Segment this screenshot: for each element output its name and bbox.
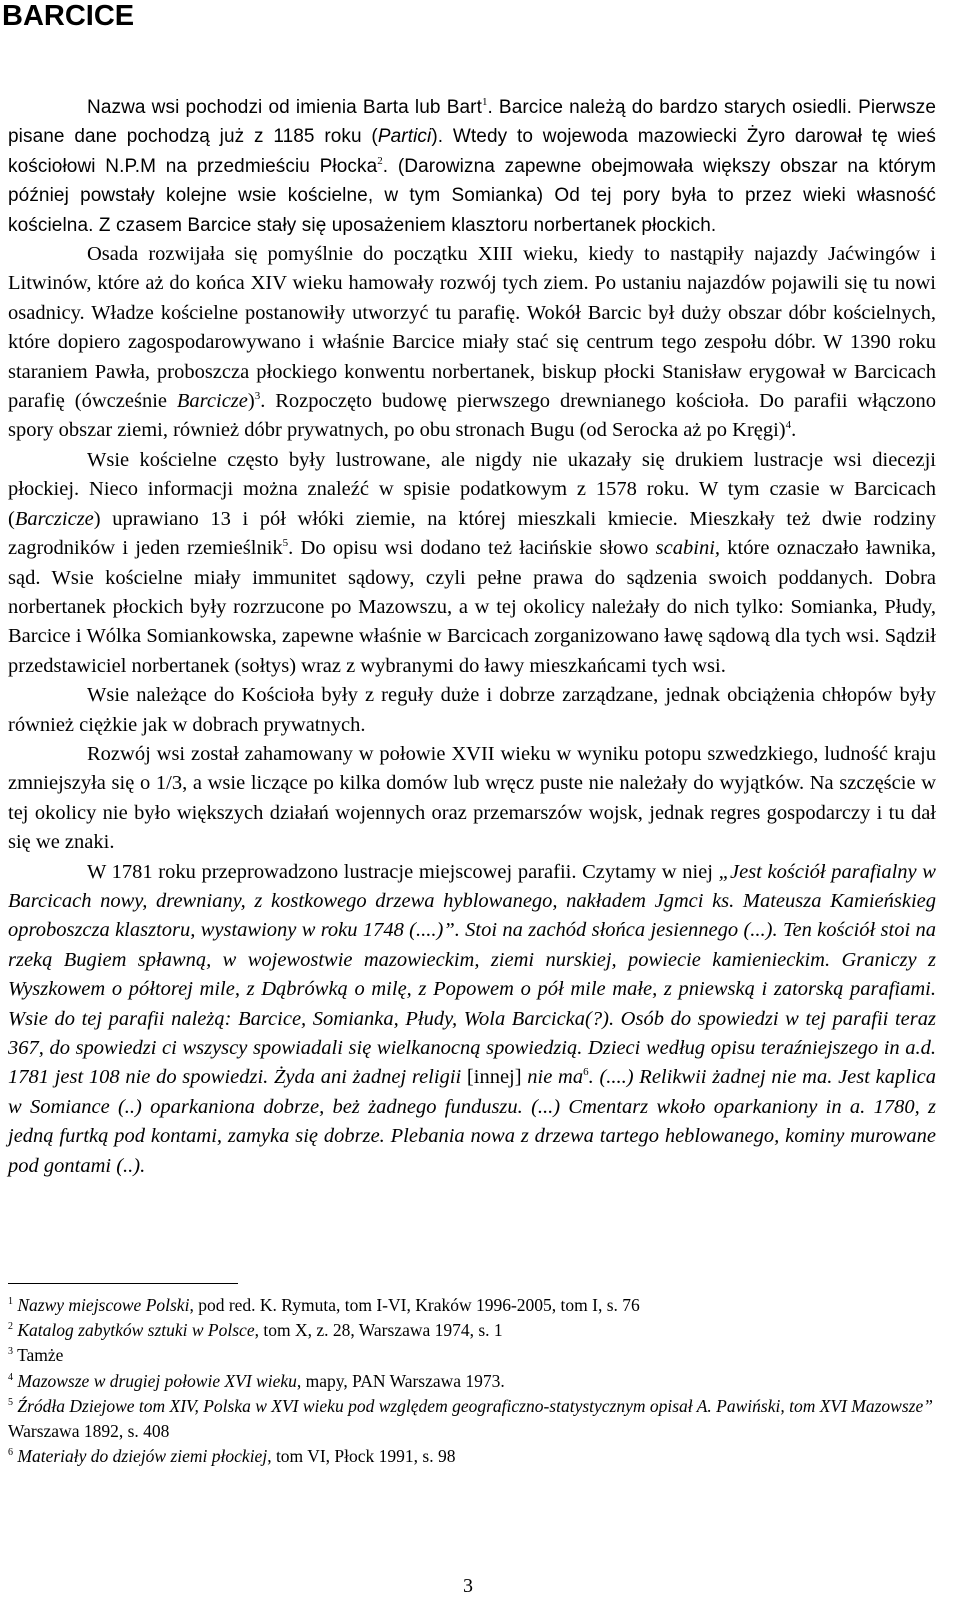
footnote (8, 1369, 936, 1394)
footnote-ref: 4 (785, 419, 792, 432)
footnote (8, 1394, 936, 1444)
text-run: ) uprawiano 13 i pół włóki ziemie, na której mieszkali kmiecie. Mieszkały też dwie rodziny zagrodników i jeden rzemieślnik (8, 507, 936, 560)
footnote-ref: 6 (583, 1066, 589, 1079)
footnote-number: 2 (8, 1321, 13, 1333)
text-run: Wsie należące do Kościoła były z reguły duże i dobrze zarządzane, jednak obciążenia chłopów były również ciężkie jak w dobrach prywatnych. (8, 684, 936, 736)
text-run: Nazwa wsi pochodzi od imienia Barta lub Bart (87, 97, 482, 118)
italic-text: Mazowsze w drugiej połowie XVI wieku (17, 1370, 297, 1391)
footnote-ref: 2 (377, 154, 383, 167)
italic-text: Katalog zabytków sztuki w Polsce (17, 1320, 255, 1341)
text-run: , tom VI, Płock 1991, s. 98 (267, 1446, 456, 1467)
text-run: . Barcice należą do bardzo starych osiedli. Pierwsze pisane dane pochodzą już z 1185 roku ( (8, 97, 936, 148)
text-run: Tamże (17, 1345, 64, 1366)
footnote (8, 1343, 936, 1368)
italic-text: nie ma (521, 1066, 584, 1089)
italic-text: Nazwy miejscowe Polski (17, 1295, 190, 1315)
text-run: Wsie kościelne często były lustrowane, ale nigdy nie ukazały się drukiem lustracje wsi diecezji płockiej. Nieco informacji można znaleźć w spisie podatkowym z 1578 roku. W tym czasie w Barcicach ( (8, 448, 936, 530)
footnote-number: 3 (8, 1346, 13, 1358)
text-run: . Do opisu wsi dodano też łacińskie słowo (288, 537, 656, 560)
footnote-ref: 5 (282, 537, 289, 550)
paragraph (8, 240, 936, 446)
footnote (8, 1293, 936, 1318)
italic-text: „Jest kościół parafialny w Barcicach nowy, drewniany, z kostkowego drzewa hyblowanego, nakładem Jgmci ks. Mateusza Kamieńskieg oproboszcza klasztoru, wystawiony w roku 1748 (....)”. Stoi na zachód słońca jesiennego (...). Ten kościół stoi na rzeką Bugiem spławną, w wojewostwie mazowieckim, ziemi nurskiej, powiecie kamienieckim. Graniczy z Wyszkowem o półtorej mile, z Dąbrówką o milę, z Popowem o pół mile małe, z pniewską i zatorską parafiami. Wsie do tej parafii należą: Barcice, Somianka, Płudy, Wola Barcicka(?). Osób do spowiedzi w tej parafii teraz 367, do spowiedzi ci wszyscy spowiadali się wielkanocną spowiedzią. Dzieci według opisu teraźniejszego in a.d. 1781 jest 108 nie do spowiedzi. Żyda ani żadnej religii (8, 860, 936, 1089)
paragraph (8, 93, 936, 240)
italic-text: Materiały do dziejów ziemi płockiej (17, 1446, 268, 1467)
italic-text: Partici (377, 126, 432, 148)
italic-text: Źródła Dziejowe tom XIV, Polska w XVI wieku pod względem geograficzno-statystycznym opisał A. Pawiński, tom XVI Mazowsze” (17, 1395, 933, 1416)
text-run: ) (247, 390, 255, 413)
footnote (8, 1318, 936, 1343)
text-run: ). Wtedy to wojewoda mazowiecki Żyro darował tę wieś kościołowi N.P.M na przedmieściu Płocka (8, 126, 937, 177)
text-run: . (Darowizna zapewne obejmowała większy obszar na którym później powstały kolejne wsie kościelne, w tym Somianka) Od tej pory była to przez wieki własność kościelna. Z czasem Barcice stały się uposażeniem klasztoru norbertanek płockich. (8, 155, 936, 236)
text-run: które oznaczało ławnika, sąd. Wsie kościelne miały immunitet sądowy, czyli pełne prawa do sądzenia swoich poddanych. Dobra norbertanek płockich były rozrzucone po Mazowszu, a w tej okolicy należały do nich tylko: Somianka, Płudy, Barcice i Wólka Somiankowska, zapewne właśnie w Barcicach zorganizowano ławę sądową dla tych wsi. Sądził przedstawiciel norbertanek (sołtys) wraz z wybranymi do ławy mieszkańcami tych wsi. (8, 537, 936, 677)
footnote-ref: 3 (254, 390, 261, 403)
paragraph (8, 681, 936, 740)
article-body (8, 93, 936, 1181)
footnotes (8, 1293, 936, 1469)
italic-text: Barczicze (14, 507, 94, 530)
text-run: W 1781 roku przeprowadzono lustracje miejscowej parafii. Czytamy w niej (87, 860, 719, 883)
footnote (8, 1444, 936, 1469)
italic-text: scabini, (655, 537, 721, 560)
paragraph (8, 446, 936, 681)
text-run: . (791, 419, 797, 442)
text-run: Osada rozwijała się pomyślnie do początku XIII wieku, kiedy to nastąpiły najazdy Jaćwingów i Litwinów, które aż do końca XIV wieku hamowały rozwój tych ziem. Po ustaniu najazdów pojawili się tu nowi osadnicy. Władze kościelne postanowiły utworzyć tu parafię. Wokół Barcic był duży obszar dóbr kościelnych, które dopiero zagospodarowywano i właśnie Barcice miały stać się centrum tego zespołu dóbr. W 1390 roku staraniem Pawła, proboszcza płockiego konwentu norbertanek, biskup płocki Stanisław erygował w Barcicach parafię (ówcześnie (8, 243, 936, 413)
text-run: , mapy, PAN Warszawa 1973. (296, 1370, 505, 1391)
footnote-separator (8, 1283, 238, 1284)
footnote-ref: 1 (481, 96, 488, 108)
footnote-number: 5 (8, 1396, 13, 1408)
footnote-number: 1 (8, 1296, 13, 1307)
paragraph (8, 740, 936, 858)
page-title: BARCICE (2, 0, 135, 32)
text-run: [innej] (466, 1066, 522, 1089)
footnote-number: 6 (8, 1447, 13, 1459)
text-run: Rozwój wsi został zahamowany w połowie XVII wieku w wyniku potopu szwedzkiego, ludność kraju zmniejszyła się o 1/3, a wsie liczące po kilka domów lub wręcz puste nie należały do wyjątków. Na szczęście w tej okolicy nie było większych działań wojennych oraz przemarszów wojsk, jednak regres gospodarczy i tu dał się we znaki. (8, 742, 936, 854)
italic-text: . (....) Relikwii żadnej nie ma. Jest kaplica w Somiance (..) oparkaniona dobrze, beż żadnego funduszu. (...) Cmentarz wkoło oparkaniony in a. 1780, z jedną furtką pod kontami, zamyka się dobrze. Plebania nowa z drzewa tartego heblowanego, kominy murowane pod gontami (..). (8, 1066, 936, 1177)
text-run: , tom X, z. 28, Warszawa 1974, s. 1 (254, 1320, 503, 1341)
text-run: , pod red. K. Rymuta, tom I-VI, Kraków 1996-2005, tom I, s. 76 (189, 1295, 640, 1315)
page-number: 3 (463, 1575, 473, 1597)
text-run: . Rozpoczęto budowę pierwszego drewnianego kościoła. Do parafii włączono spory obszar ziemi, również dóbr prywatnych, po obu stronach Bugu (od Serocka aż po Kręgi) (8, 390, 936, 442)
italic-text: Barcicze (176, 390, 248, 413)
footnote-number: 4 (8, 1371, 13, 1383)
paragraph (8, 858, 936, 1181)
text-run: Warszawa 1892, s. 408 (8, 1421, 170, 1442)
